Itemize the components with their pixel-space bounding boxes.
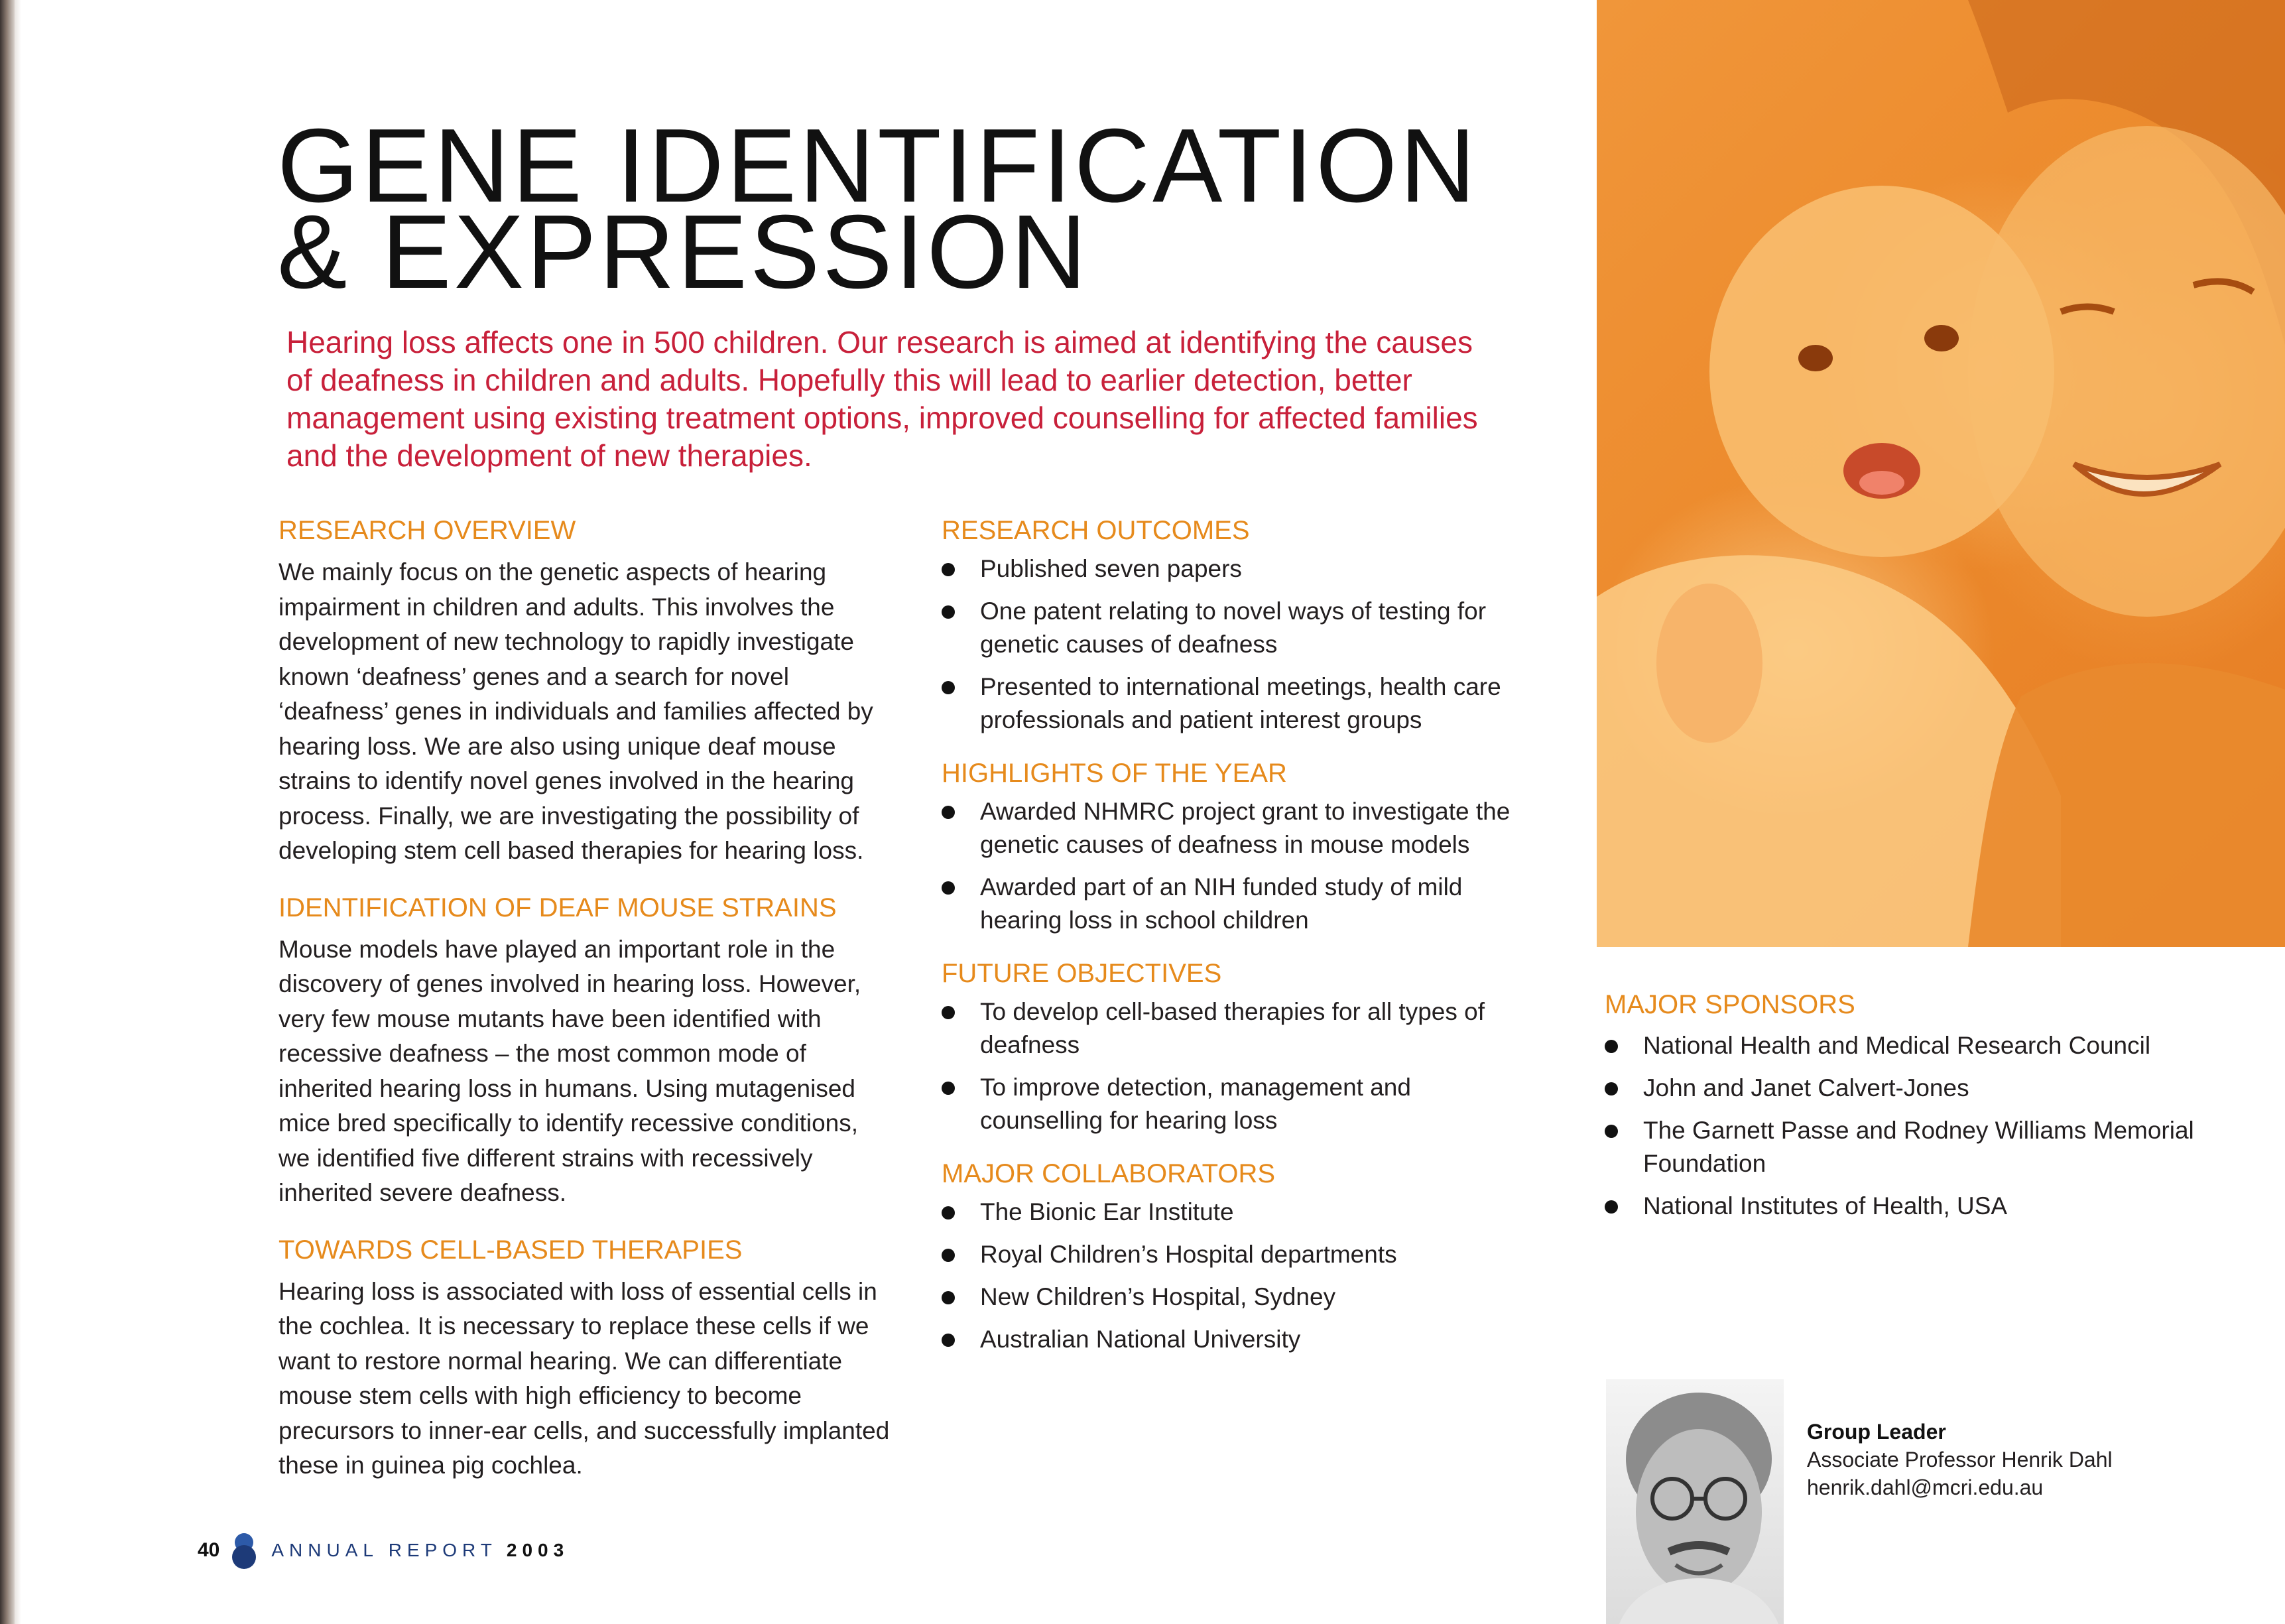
page-title-line-2: & EXPRESSION [277,194,1089,310]
baby-eye-right [1924,325,1959,351]
list-item [942,995,1538,1062]
section-heading-deaf-mouse-strains: IDENTIFICATION OF DEAF MOUSE STRAINS [278,893,837,922]
bullet-dot-icon [1605,1125,1618,1138]
list-item-text: To improve detection, management and counselling for hearing loss [980,1074,1411,1134]
binding-shadow [15,0,21,1624]
list-item [1605,1029,2241,1062]
list-item-text: Presented to international meetings, health care professionals and patient interest groups [980,673,1501,733]
page-footer [198,1532,569,1569]
group-leader-role: Group Leader [1807,1420,1946,1444]
middle-column [942,514,1538,1376]
list-item [942,595,1538,661]
group-leader-photo [1606,1379,1784,1624]
list-item-text: The Bionic Ear Institute [980,1198,1234,1225]
footer-year: 2003 [506,1540,570,1560]
section-heading-highlights: HIGHLIGHTS OF THE YEAR [942,759,1287,788]
list-item-text: National Institutes of Health, USA [1643,1192,2008,1219]
list-item [942,1323,1538,1356]
group-leader-portrait [1606,1379,1784,1624]
major-sponsors-list [1605,1029,2241,1223]
major-collaborators-list [942,1196,1538,1356]
section-heading-research-outcomes: RESEARCH OUTCOMES [942,516,1250,545]
baby-face [1709,186,2054,557]
section-heading-future-objectives: FUTURE OBJECTIVES [942,959,1222,988]
list-item-text: Awarded part of an NIH funded study of mild hearing loss in school children [980,873,1463,934]
baby-tongue [1859,471,1904,495]
bullet-dot-icon [1605,1040,1618,1053]
list-item [942,670,1538,737]
baby-eye-left [1798,345,1833,371]
report-logo-icon [229,1530,259,1570]
baby-hand [1656,584,1762,743]
section-heading-major-sponsors: MAJOR SPONSORS [1605,990,1855,1019]
photo-illustration [1597,0,2285,947]
bullet-dot-icon [942,563,955,576]
list-item-text: National Health and Medical Research Council [1643,1032,2151,1059]
bullet-dot-icon [942,1249,955,1262]
highlights-list [942,795,1538,937]
bullet-dot-icon [942,1334,955,1347]
leader-face [1636,1429,1762,1595]
page-title [277,107,1479,310]
list-item [942,1238,1538,1271]
list-item [942,1280,1538,1314]
group-leader-info [1807,1418,2113,1501]
mother-shoulder [1968,663,2285,947]
list-item-text: To develop cell-based therapies for all types of deafness [980,998,1485,1058]
right-column [1605,988,2241,1243]
list-item-text: New Children’s Hospital, Sydney [980,1283,1336,1310]
list-item [942,871,1538,937]
bullet-dot-icon [942,881,955,895]
intro-paragraph: Hearing loss affects one in 500 children. Our research is aimed at identifying the causes of deafness in children and adults. Hopefully this will lead to earlier detection, better management using existing treatment options, improved counselling for affected families and the development of new therapies. [286,325,1478,473]
list-item-text: Royal Children’s Hospital departments [980,1241,1397,1268]
section-body-cell-based-therapies: Hearing loss is associated with loss of essential cells in the cochlea. It is necessary to replace these cells if we want to restore normal hearing. We can differentiate mouse stem cells with high efficiency to become precursors to inner-ear cells, and successfully implanted these in guinea pig cochlea. [278,1277,890,1479]
list-item [942,1071,1538,1137]
list-item-text: John and Janet Calvert-Jones [1643,1074,1969,1101]
section-body-research-overview: We mainly focus on the genetic aspects of hearing impairment in children and adults. This involves the development of new technology to rapidly investigate known ‘deafness’ genes and a search for novel ‘deafness’ genes in individuals and families affected by hearing loss. We are also using unique deaf mouse strains to identify novel genes involved in the hearing process. Finally, we are investigating the possibility of developing stem cell based therapies for hearing loss. [278,558,873,864]
bullet-dot-icon [942,1206,955,1219]
leader-shirt [1619,1578,1778,1624]
group-leader-name: Associate Professor Henrik Dahl [1807,1448,2113,1471]
footer-report-label: ANNUAL REPORT [271,1540,497,1560]
bullet-dot-icon [942,605,955,619]
list-item-text: Australian National University [980,1326,1301,1353]
section-heading-major-collaborators: MAJOR COLLABORATORS [942,1159,1276,1188]
binding-edge [0,0,15,1624]
section-body-deaf-mouse-strains: Mouse models have played an important role in the discovery of genes involved in hearing loss. However, very few mouse mutants have been identified with recessive deafness – the most common mode of inherited hearing loss in humans. Using mutagenised mice bred specifically to identify recessive conditions, we identified five different strains with recessively inherited severe deafness. [278,935,861,1206]
list-item [1605,1190,2241,1223]
list-item [942,795,1538,861]
bullet-dot-icon [1605,1082,1618,1095]
bullet-dot-icon [942,681,955,694]
list-item-text: One patent relating to novel ways of testing for genetic causes of deafness [980,597,1487,658]
group-leader-email: henrik.dahl@mcri.edu.au [1807,1475,2044,1499]
section-heading-research-overview: RESEARCH OVERVIEW [278,516,576,545]
list-item [1605,1114,2241,1180]
research-outcomes-list [942,552,1538,737]
page-number: 40 [198,1539,220,1561]
mother-and-baby-photo [1597,0,2285,947]
bullet-dot-icon [942,1006,955,1019]
section-heading-cell-based-therapies: TOWARDS CELL-BASED THERAPIES [278,1235,743,1265]
list-item-text: Awarded NHMRC project grant to investigate the genetic causes of deafness in mouse models [980,798,1511,858]
bullet-dot-icon [942,806,955,819]
bullet-dot-icon [942,1082,955,1095]
list-item-text: The Garnett Passe and Rodney Williams Memorial Foundation [1643,1117,2194,1177]
future-objectives-list [942,995,1538,1137]
bullet-dot-icon [942,1291,955,1304]
list-item [942,1196,1538,1229]
bullet-dot-icon [1605,1200,1618,1214]
left-column [278,514,895,1506]
list-item [942,552,1538,586]
list-item-text: Published seven papers [980,555,1242,582]
list-item [1605,1072,2241,1105]
page-title-line-1: GENE IDENTIFICATION [277,107,1479,224]
